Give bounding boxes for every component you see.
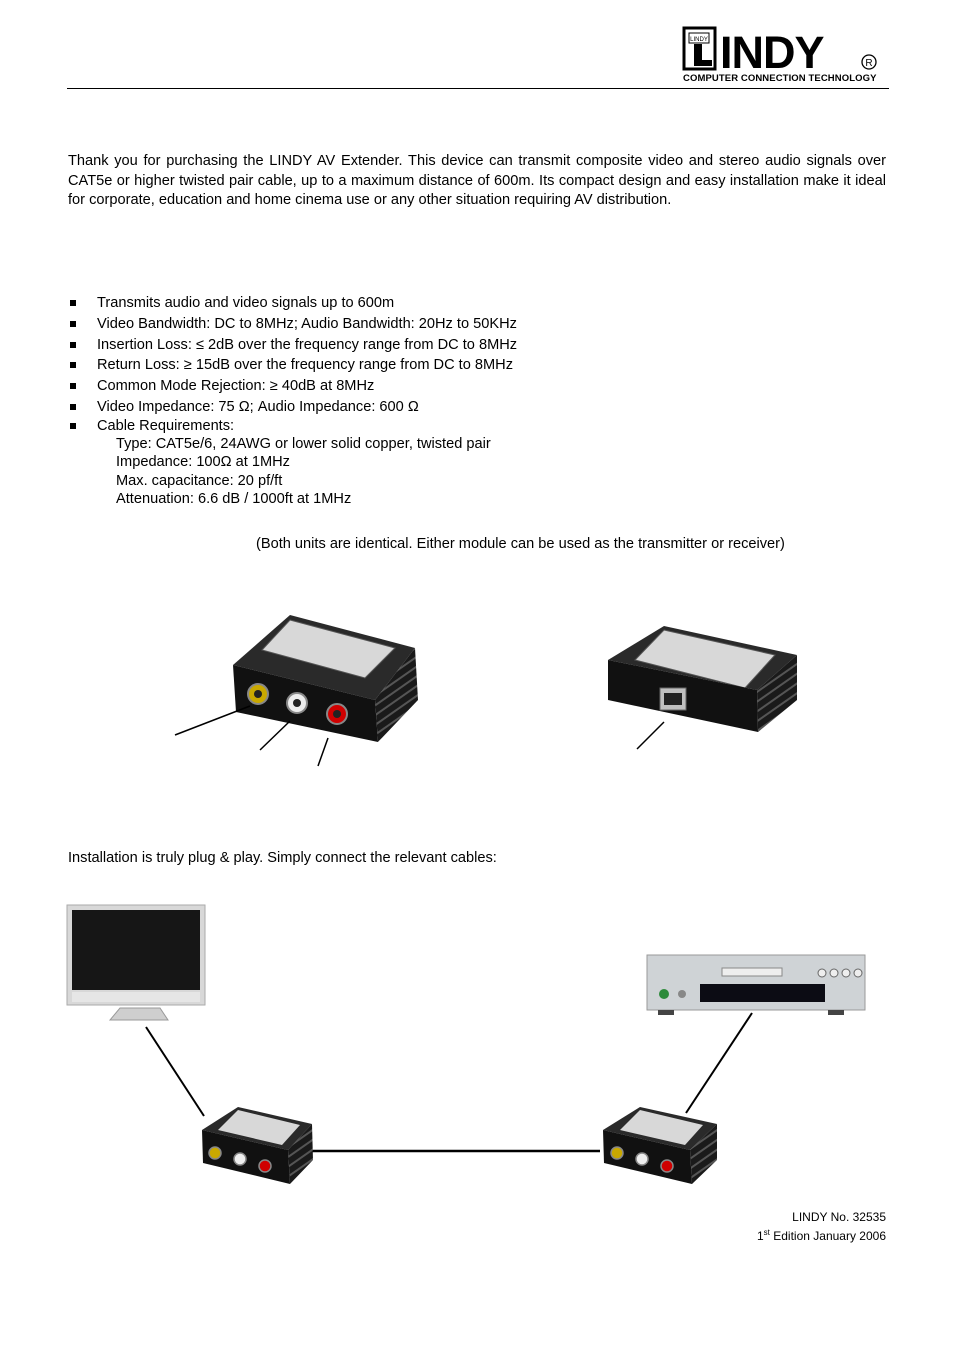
list-item: Video Bandwidth: DC to 8MHz; Audio Bandwidth: 20Hz to 50KHz — [68, 314, 868, 335]
svg-text:LINDY: LINDY — [690, 37, 708, 43]
edition: 1st Edition January 2006 — [756, 1228, 886, 1243]
list-item: Transmits audio and video signals up to 600m — [68, 293, 868, 314]
tv-monitor-image — [67, 905, 205, 1020]
installation-text: Installation is truly plug & play. Simply connect the relevant cables: — [68, 850, 497, 866]
product-number: LINDY No. 32535 — [792, 1210, 886, 1224]
cable-impedance: Impedance: 100Ω at 1MHz — [116, 454, 290, 471]
extender-back-image — [608, 626, 797, 732]
list-item: Video Impedance: 75 Ω; Audio Impedance: 600 Ω — [68, 397, 868, 418]
extender-front-image — [233, 615, 418, 742]
extender-left-image — [202, 1107, 313, 1184]
dvd-player-image — [647, 955, 865, 1015]
cable-type: Type: CAT5e/6, 24AWG or lower solid copper, twisted pair — [116, 435, 491, 452]
intro-paragraph: Thank you for purchasing the LINDY AV Extender. This device can transmit composite video and stereo audio signals over CAT5e or higher twisted pair cable, up to a maximum distance of 600m. Its compact design and easy installation make it ideal for corporate, education and home cinema use or any other situation requiring AV distribution. — [68, 153, 886, 208]
cable-capacitance: Max. capacitance: 20 pf/ft — [116, 472, 283, 489]
list-item: Common Mode Rejection: ≥ 40dB at 8MHz — [68, 376, 868, 397]
list-item: Insertion Loss: ≤ 2dB over the frequency range from DC to 8MHz — [68, 335, 868, 356]
list-item: Cable Requirements: Type: CAT5e/6, 24AWG or lower solid copper, twisted pair Impedance: 100Ω at 1MHz Max. capacitance: 20 pf/ft Attenuation: 6.6 dB / 1000ft at 1MHz — [68, 418, 868, 509]
units-note: (Both units are identical. Either module can be used as the transmitter or receiver) — [256, 536, 785, 552]
footer — [757, 1210, 886, 1244]
svg-text:R: R — [865, 58, 873, 69]
cable-attenuation: Attenuation: 6.6 dB / 1000ft at 1MHz — [116, 491, 352, 507]
logo-tagline: COMPUTER CONNECTION TECHNOLOGY — [683, 73, 877, 84]
extender-right-image — [603, 1107, 717, 1184]
svg-text:INDY: INDY — [720, 27, 824, 74]
list-item: Return Loss: ≥ 15dB over the frequency range from DC to 8MHz — [68, 355, 868, 376]
